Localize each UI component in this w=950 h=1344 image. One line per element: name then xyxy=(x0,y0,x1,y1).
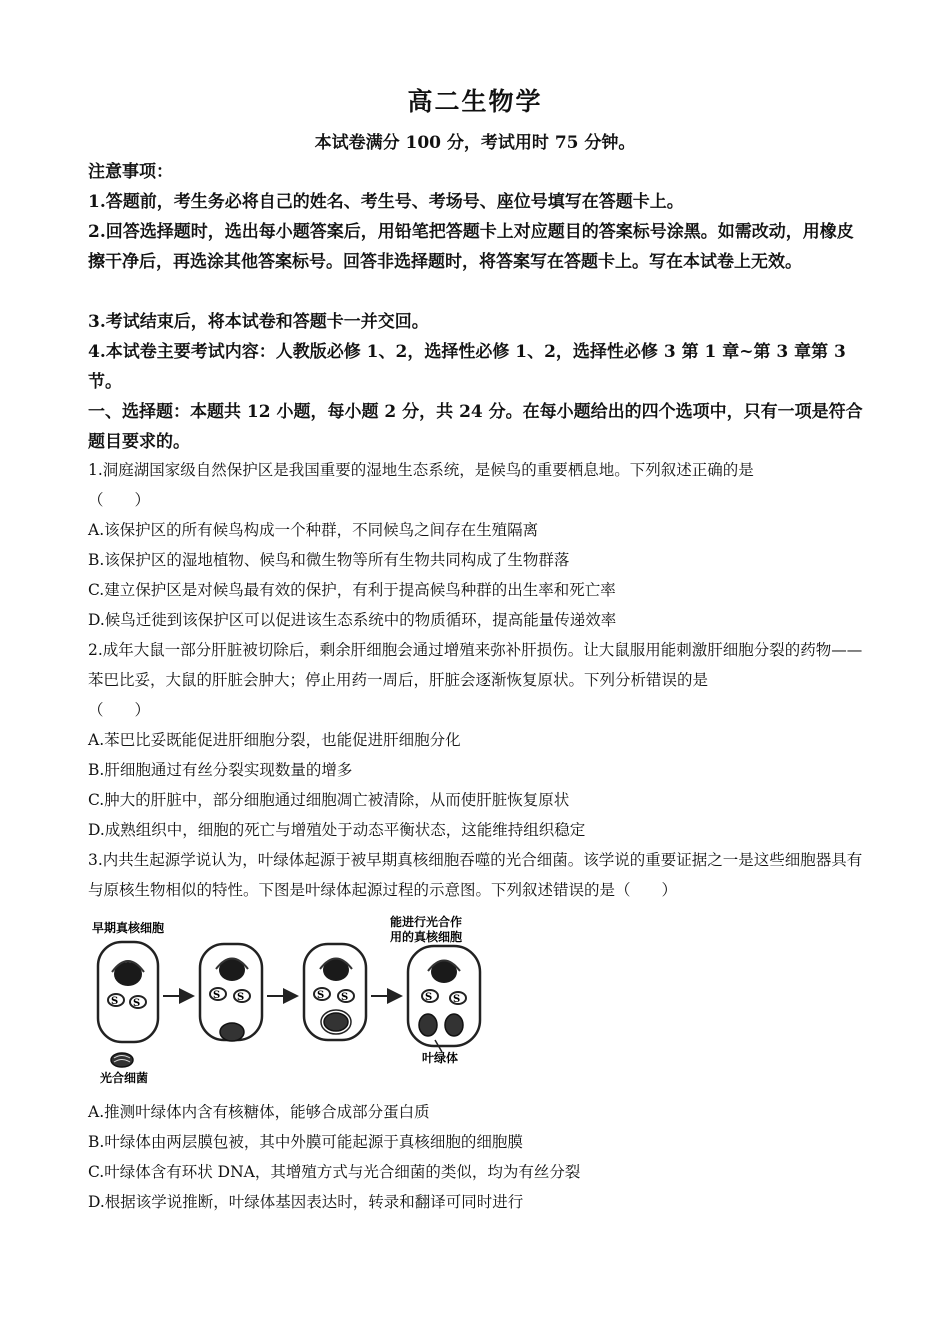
cell-stage-4 xyxy=(408,946,480,1052)
q1-option-b: B.该保护区的湿地植物、候鸟和微生物等所有生物共同构成了生物群落 xyxy=(88,551,570,569)
svg-text:S: S xyxy=(133,998,141,1009)
label-early-eukaryote: 早期真核细胞 xyxy=(92,921,165,935)
note-2: 2.回答选择题时，选出每小题答案后，用铅笔把答题卡上对应题目的答案标号涂黑。如需改动，用橡皮擦干净后，再选涂其他答案标号。回答非选择题时，将答案写在答题卡上。写在本试卷上无效。 xyxy=(88,222,854,272)
svg-text:S: S xyxy=(237,992,245,1003)
cell-stage-3 xyxy=(304,944,366,1040)
note-4: 4.本试卷主要考试内容：人教版必修 1、2，选择性必修 1、2，选择性必修 3 第 1 章~第 3 章第 3 节。 xyxy=(88,342,846,392)
q3-option-a: A.推测叶绿体内含有核糖体，能够合成部分蛋白质 xyxy=(88,1103,430,1121)
chloroplast-origin-figure xyxy=(90,912,500,1092)
svg-text:S: S xyxy=(425,992,433,1003)
page-subtitle: 本试卷满分 100 分，考试用时 75 分钟。 xyxy=(314,133,636,153)
label-photosynthetic-eukaryote-1: 能进行光合作 xyxy=(390,915,463,929)
q3-stem: 3.内共生起源学说认为，叶绿体起源于被早期真核细胞吞噬的光合细菌。该学说的重要证据之一是这些细胞器具有与原核生物相似的特性。下图是叶绿体起源过程的示意图。下列叙述错误的是（ ） xyxy=(88,851,863,899)
q3-option-d: D.根据该学说推断，叶绿体基因表达时，转录和翻译可同时进行 xyxy=(88,1193,524,1211)
q3-option-c: C.叶绿体含有环状 DNA，其增殖方式与光合细菌的类似，均为有丝分裂 xyxy=(88,1163,581,1181)
svg-text:S: S xyxy=(453,994,461,1005)
q1-option-c: C.建立保护区是对候鸟最有效的保护，有利于提高候鸟种群的出生率和死亡率 xyxy=(88,581,616,599)
note-1: 1.答题前，考生务必将自己的姓名、考生号、考场号、座位号填写在答题卡上。 xyxy=(88,192,684,212)
q2-option-b: B.肝细胞通过有丝分裂实现数量的增多 xyxy=(88,761,353,779)
svg-text:S: S xyxy=(213,990,221,1001)
svg-text:S: S xyxy=(341,992,349,1003)
q3-option-b: B.叶绿体由两层膜包被，其中外膜可能起源于真核细胞的细胞膜 xyxy=(88,1133,523,1151)
q2-option-c: C.肿大的肝脏中，部分细胞通过细胞凋亡被清除，从而使肝脏恢复原状 xyxy=(88,791,570,809)
note-3: 3.考试结束后，将本试卷和答题卡一并交回。 xyxy=(88,312,429,332)
q1-option-d: D.候鸟迁徙到该保护区可以促进该生态系统中的物质循环，提高能量传递效率 xyxy=(88,611,617,629)
label-photosynthetic-eukaryote-2: 用的真核细胞 xyxy=(390,930,463,944)
q1-option-a: A.该保护区的所有候鸟构成一个种群，不同候鸟之间存在生殖隔离 xyxy=(88,521,539,539)
svg-text:S: S xyxy=(111,996,119,1007)
section-heading: 一、选择题：本题共 12 小题，每小题 2 分，共 24 分。在每小题给出的四个选项中，只有一项是符合题目要求的。 xyxy=(88,402,863,452)
q2-paren: （ ） xyxy=(88,701,151,719)
svg-text:S: S xyxy=(317,990,325,1001)
cell-stage-1 xyxy=(98,942,158,1067)
notes-heading: 注意事项： xyxy=(88,162,173,182)
q1-paren: （ ） xyxy=(88,491,151,509)
label-photosynthetic-bacterium: 光合细菌 xyxy=(100,1071,149,1085)
label-chloroplast: 叶绿体 xyxy=(422,1051,459,1065)
q2-option-a: A.苯巴比妥既能促进肝细胞分裂，也能促进肝细胞分化 xyxy=(88,731,461,749)
q2-option-d: D.成熟组织中，细胞的死亡与增殖处于动态平衡状态，这能维持组织稳定 xyxy=(88,821,586,839)
page-title: 高二生物学 xyxy=(407,87,543,116)
q2-stem: 2.成年大鼠一部分肝脏被切除后，剩余肝细胞会通过增殖来弥补肝损伤。让大鼠服用能刺激肝细胞分裂的药物——苯巴比妥，大鼠的肝脏会肿大；停止用药一周后，肝脏会逐渐恢复原状。下列分析错误的是 xyxy=(88,641,863,689)
cell-stage-2 xyxy=(200,944,262,1041)
endosymbiosis-diagram xyxy=(90,912,500,1092)
q1-stem: 1.洞庭湖国家级自然保护区是我国重要的湿地生态系统，是候鸟的重要栖息地。下列叙述正确的是 xyxy=(88,461,754,479)
